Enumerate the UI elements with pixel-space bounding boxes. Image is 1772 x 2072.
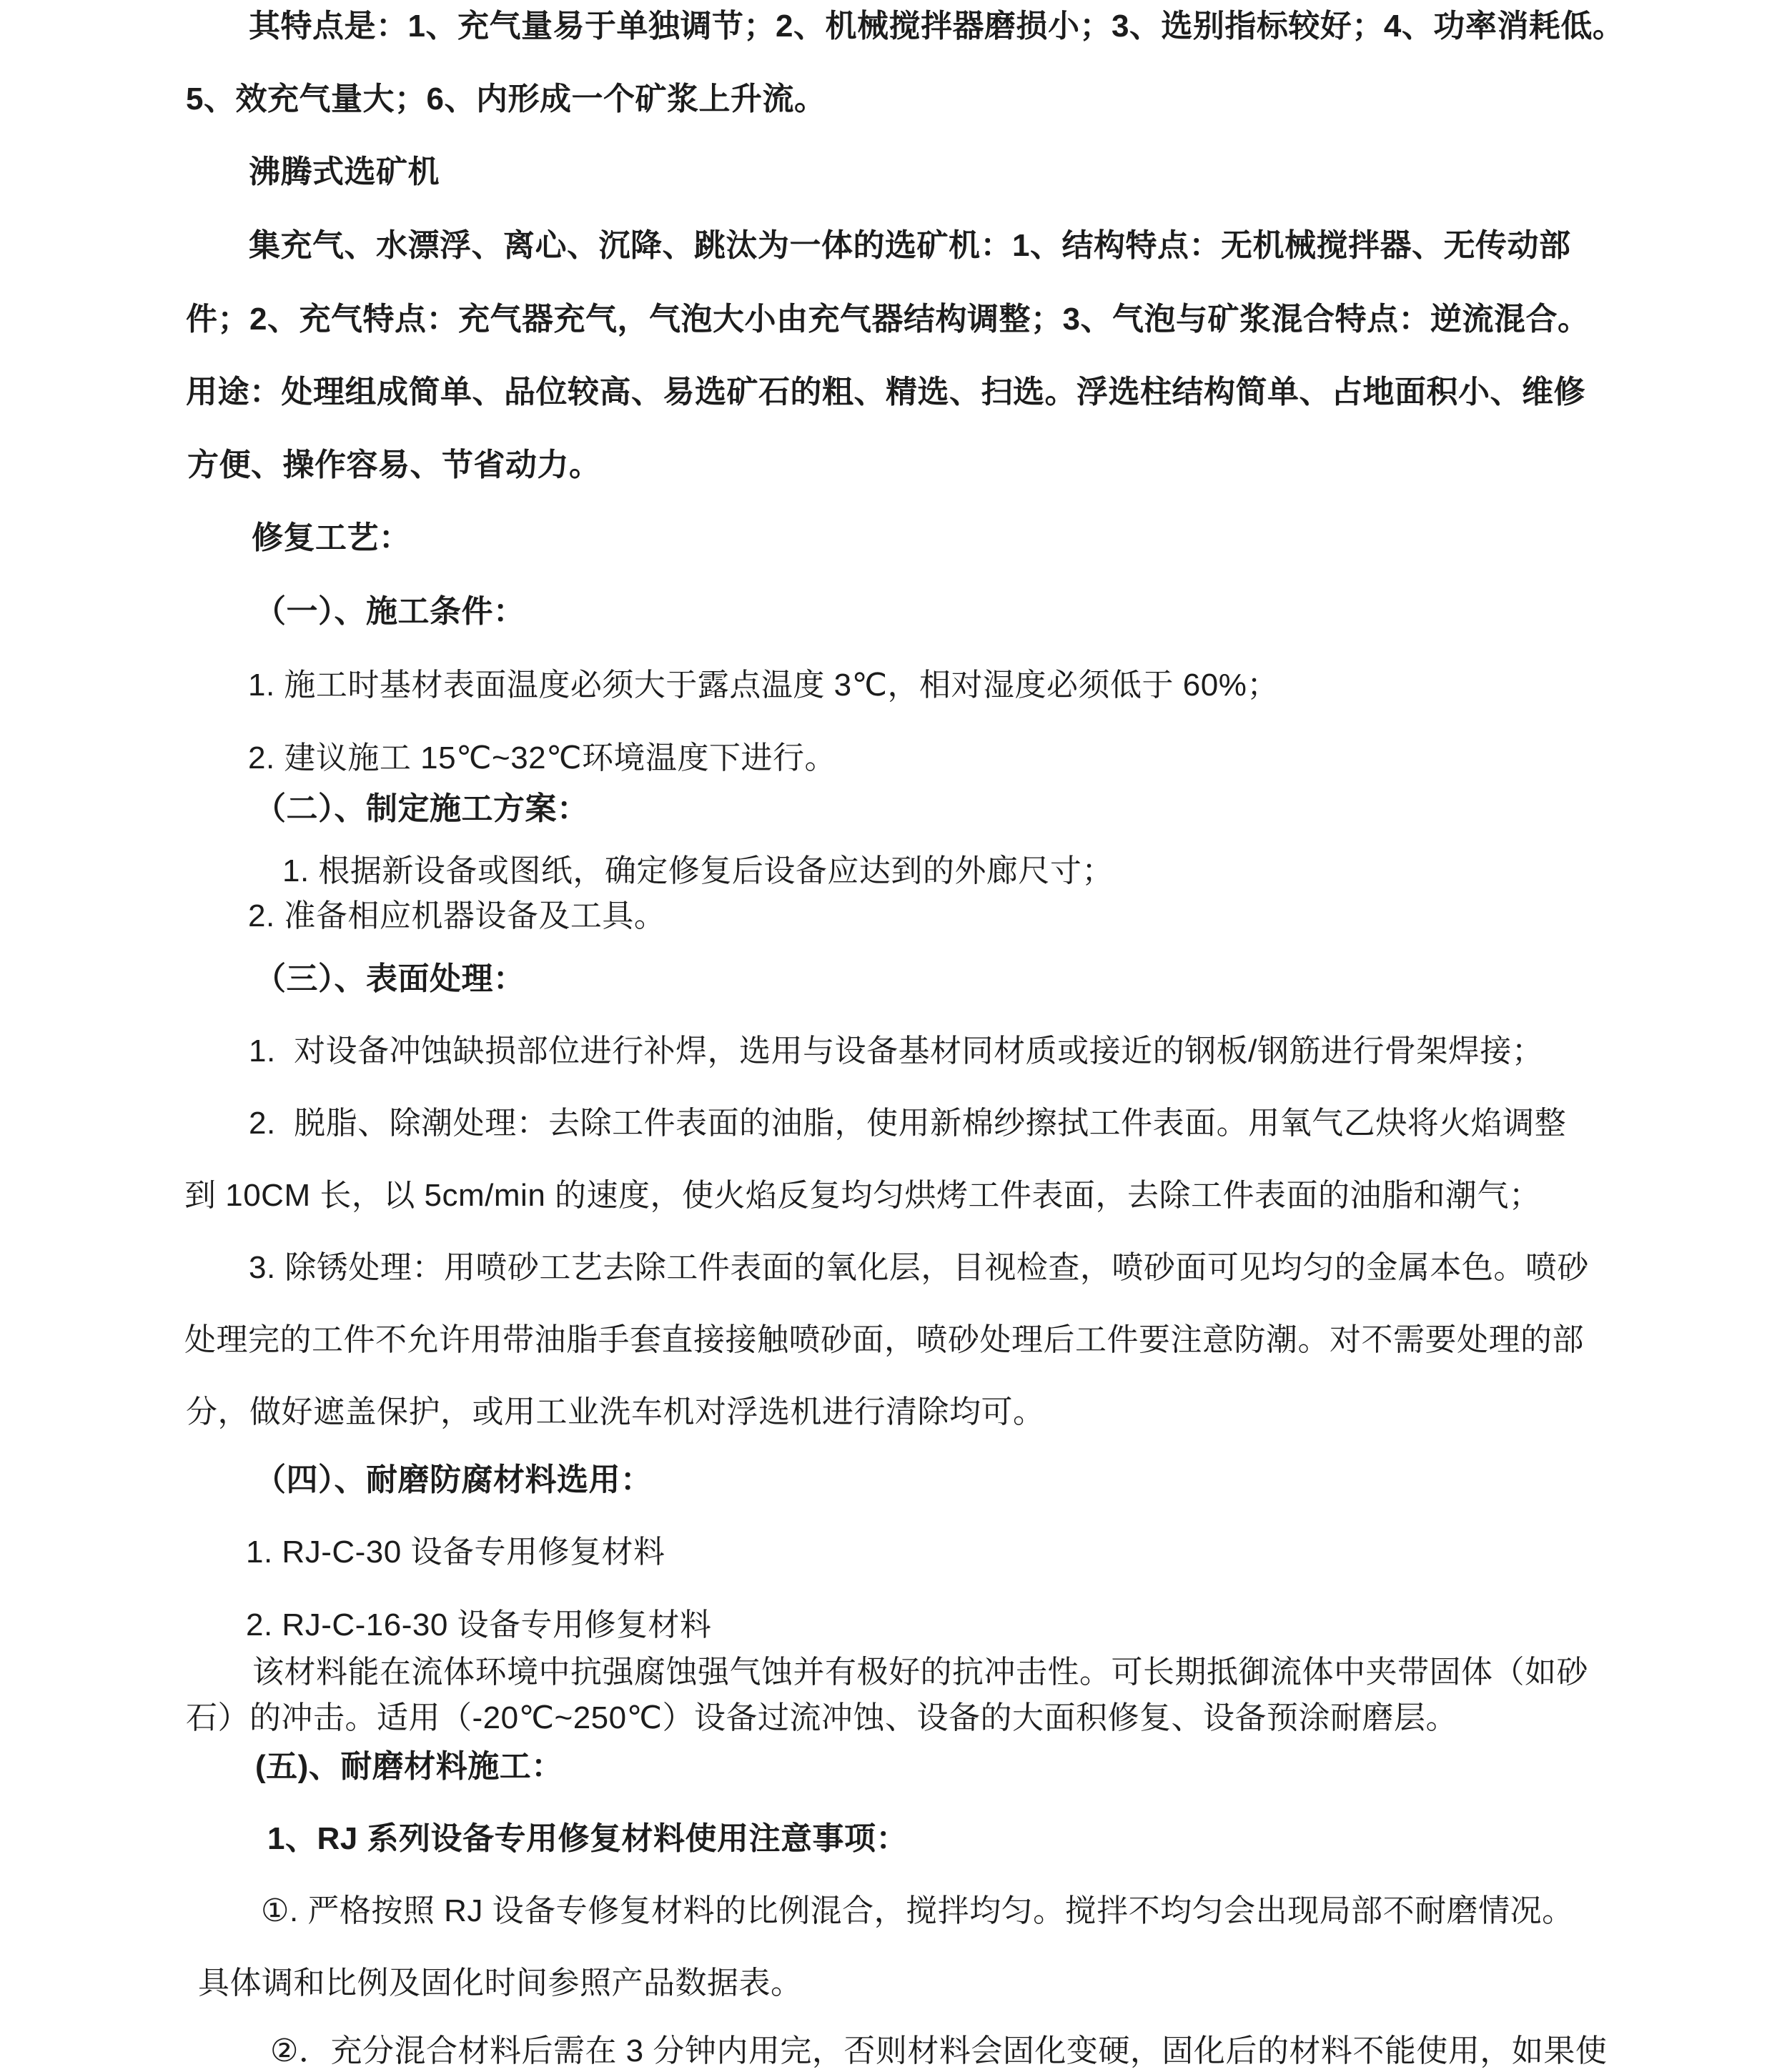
material-desc-line-2: 石）的冲击。适用（-20℃~250℃）设备过流冲蚀、设备的大面积修复、设备预涂耐磨层。 (186, 1700, 1458, 1735)
plan-step-2: 2. 准备相应机器设备及工具。 (248, 898, 666, 933)
separator-desc-line-4: 方便、操作容易、节省动力。 (187, 447, 601, 482)
material-option-2: 2. RJ-C-16-30 设备专用修复材料 (246, 1607, 712, 1642)
note-1-line-2: 具体调和比例及固化时间参照产品数据表。 (198, 1966, 803, 2001)
surface-step-1: 1. 对设备冲蚀缺损部位进行补焊，选用与设备基材同材质或接近的钢板/钢筋进行骨架焊接； (249, 1033, 1544, 1069)
surface-step-3-line-1: 3. 除锈处理：用喷砂工艺去除工件表面的氧化层，目视检查，喷砂面可见均匀的金属本色。喷砂 (249, 1250, 1589, 1285)
separator-desc-line-2: 件；2、充气特点：充气器充气，气泡大小由充气器结构调整；3、气泡与矿浆混合特点：逆流混合。 (186, 302, 1590, 337)
heading-section-2-construction-plan: （二）、制定施工方案： (254, 791, 589, 826)
surface-step-2-line-1: 2. 脱脂、除潮处理：去除工件表面的油脂，使用新棉纱擦拭工件表面。用氧气乙炔将火焰调整 (249, 1106, 1567, 1141)
note-1-line-1: ①. 严格按照 RJ 设备专修复材料的比例混合，搅拌均匀。搅拌不均匀会出现局部不耐磨情况。 (261, 1893, 1574, 1928)
construction-condition-1: 1. 施工时基材表面温度必须大于露点温度 3℃，相对湿度必须低于 60%； (248, 668, 1279, 703)
heading-section-3-surface-treatment: （三）、表面处理： (254, 961, 525, 996)
subheading-boiling-type-separator: 沸腾式选矿机 (249, 154, 440, 189)
features-line-1: 其特点是：1、充气量易于单独调节；2、机械搅拌器磨损小；3、选别指标较好；4、功率消耗低。 (249, 9, 1625, 44)
construction-condition-2: 2. 建议施工 15℃~32℃环境温度下进行。 (248, 740, 837, 775)
heading-section-4-material-selection: （四）、耐磨防腐材料选用： (254, 1462, 653, 1497)
separator-desc-line-3: 用途：处理组成简单、品位较高、易选矿石的粗、精选、扫选。浮选柱结构简单、占地面积小、维修 (186, 375, 1585, 410)
note-2-line-1: ②．充分混合材料后需在 3 分钟内用完，否则材料会固化变硬，固化后的材料不能使用，如果使 (270, 2033, 1608, 2068)
surface-step-2-line-2: 到 10CM 长，以 5cm/min 的速度，使火焰反复均匀烘烤工件表面，去除工件表面的油脂和潮气； (184, 1178, 1541, 1213)
surface-step-3-line-2: 处理完的工件不允许用带油脂手套直接接触喷砂面，喷砂处理后工件要注意防潮。对不需要处理的部 (184, 1322, 1584, 1357)
heading-section-5-material-application: (五)、耐磨材料施工： (255, 1749, 563, 1784)
heading-section-1-construction-conditions: （一）、施工条件： (254, 594, 525, 629)
separator-desc-line-1: 集充气、水漂浮、离心、沉降、跳汰为一体的选矿机：1、结构特点：无机械搅拌器、无传动部 (249, 228, 1571, 263)
features-line-2: 5、效充气量大；6、内形成一个矿浆上升流。 (186, 81, 826, 117)
plan-step-1: 1. 根据新设备或图纸，确定修复后设备应达到的外廊尺寸； (282, 853, 1114, 888)
heading-repair-process: 修复工艺： (252, 520, 411, 555)
material-option-1: 1. RJ-C-30 设备专用修复材料 (246, 1535, 665, 1570)
material-desc-line-1: 该材料能在流体环境中抗强腐蚀强气蚀并有极好的抗冲击性。可长期抵御流体中夹带固体（如砂 (252, 1655, 1588, 1690)
surface-step-3-line-3: 分，做好遮盖保护，或用工业洗车机对浮选机进行清除均可。 (186, 1394, 1045, 1429)
subheading-rj-usage-notes: 1、RJ 系列设备专用修复材料使用注意事项： (267, 1821, 908, 1856)
